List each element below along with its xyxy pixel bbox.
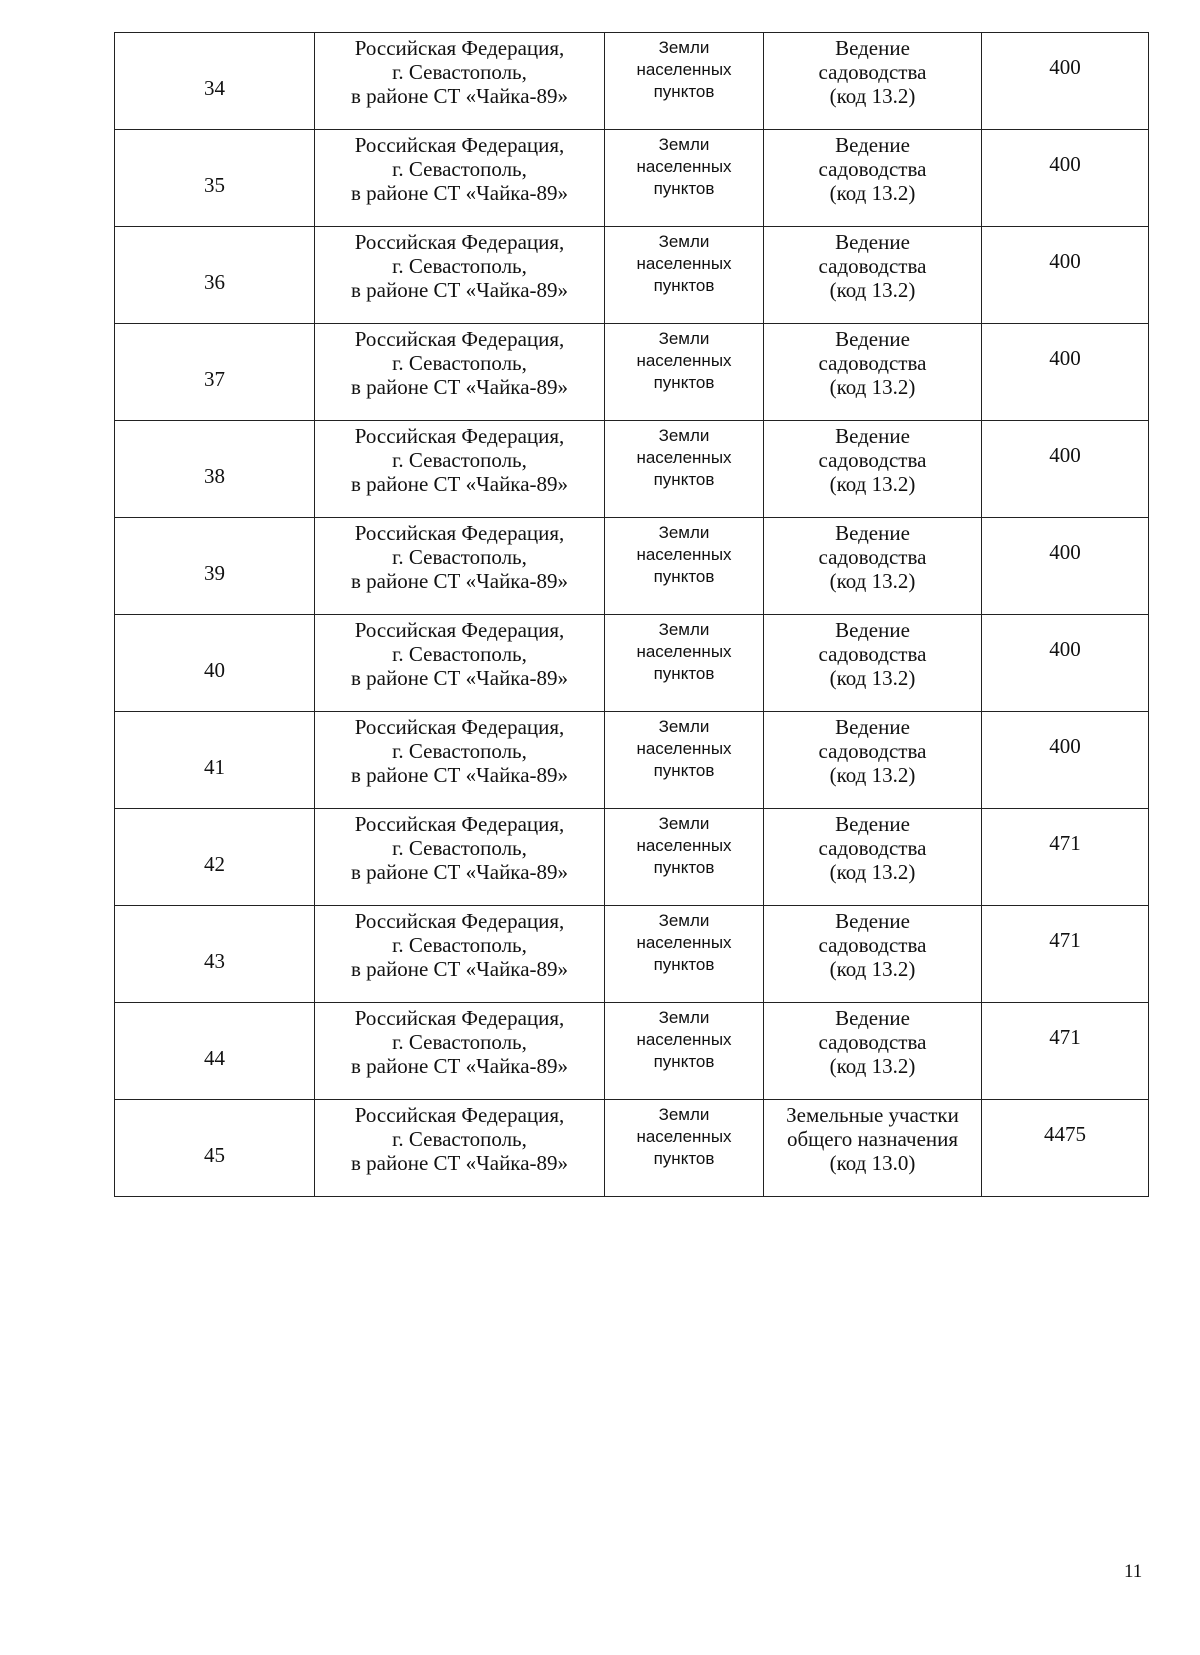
address-line: Российская Федерация, <box>354 230 565 254</box>
plot-number-cell <box>115 130 315 227</box>
permitted-use-line: Ведение <box>835 618 910 642</box>
address-cell <box>315 1003 605 1100</box>
permitted-use-line: общего назначения <box>786 1127 959 1151</box>
plot-number-cell <box>115 809 315 906</box>
land-category-cell <box>605 809 764 906</box>
land-category-line: Земли <box>658 717 710 736</box>
area-cell <box>982 1003 1149 1100</box>
area-value: 400 <box>1049 637 1081 661</box>
land-category-lines <box>605 809 763 879</box>
land-category-line: Земли <box>658 911 710 930</box>
address-cell <box>315 227 605 324</box>
address-lines <box>315 906 604 981</box>
land-category-lines <box>605 615 763 685</box>
land-category-cell <box>605 227 764 324</box>
land-category-cell <box>605 906 764 1003</box>
area-value: 400 <box>1049 346 1081 370</box>
address-cell <box>315 518 605 615</box>
permitted-use-cell <box>764 227 982 324</box>
land-category-lines <box>605 324 763 394</box>
permitted-use-line: (код 13.2) <box>829 860 916 884</box>
address-cell <box>315 130 605 227</box>
area-value: 471 <box>1049 928 1081 952</box>
land-category-line: Земли <box>658 135 710 154</box>
land-category-lines <box>605 1003 763 1073</box>
permitted-use-cell <box>764 1003 982 1100</box>
area-cell <box>982 518 1149 615</box>
land-category-cell <box>605 324 764 421</box>
area-cell <box>982 421 1149 518</box>
address-lines <box>315 227 604 302</box>
address-cell <box>315 809 605 906</box>
area-value: 400 <box>1049 249 1081 273</box>
permitted-use-line: Ведение <box>835 230 910 254</box>
land-category-line: населенных <box>636 351 732 370</box>
address-cell <box>315 33 605 130</box>
land-category-line: населенных <box>636 739 732 758</box>
permitted-use-lines <box>764 1003 981 1078</box>
land-category-line: Земли <box>658 426 710 445</box>
permitted-use-lines <box>764 518 981 593</box>
permitted-use-line: (код 13.2) <box>829 666 916 690</box>
address-lines <box>315 518 604 593</box>
area-cell <box>982 227 1149 324</box>
land-category-cell <box>605 615 764 712</box>
permitted-use-line: (код 13.2) <box>829 181 916 205</box>
table-row <box>115 1100 1149 1197</box>
address-line: г. Севастополь, <box>392 1127 527 1151</box>
permitted-use-line: садоводства <box>818 739 927 763</box>
land-category-line: пунктов <box>653 858 715 877</box>
permitted-use-line: садоводства <box>818 254 927 278</box>
address-line: г. Севастополь, <box>392 448 527 472</box>
address-line: в районе СТ «Чайка-89» <box>350 1054 569 1078</box>
land-category-cell <box>605 33 764 130</box>
address-line: в районе СТ «Чайка-89» <box>350 375 569 399</box>
area-cell <box>982 712 1149 809</box>
area-value: 400 <box>1049 55 1081 79</box>
plot-number-cell <box>115 906 315 1003</box>
address-lines <box>315 615 604 690</box>
area-value: 471 <box>1049 831 1081 855</box>
address-line: в районе СТ «Чайка-89» <box>350 569 569 593</box>
permitted-use-cell <box>764 809 982 906</box>
address-line: Российская Федерация, <box>354 424 565 448</box>
address-lines <box>315 130 604 205</box>
land-category-line: населенных <box>636 157 732 176</box>
land-category-cell <box>605 1100 764 1197</box>
land-category-line: пунктов <box>653 373 715 392</box>
land-category-lines <box>605 712 763 782</box>
address-line: Российская Федерация, <box>354 327 565 351</box>
plot-number: 43 <box>204 948 225 973</box>
land-category-line: Земли <box>658 814 710 833</box>
land-category-line: населенных <box>636 545 732 564</box>
permitted-use-lines <box>764 130 981 205</box>
area-cell <box>982 615 1149 712</box>
area-cell <box>982 906 1149 1003</box>
address-lines <box>315 33 604 108</box>
address-line: г. Севастополь, <box>392 351 527 375</box>
land-category-line: населенных <box>636 642 732 661</box>
permitted-use-lines <box>764 615 981 690</box>
plot-number: 44 <box>204 1045 225 1070</box>
address-cell <box>315 324 605 421</box>
land-category-lines <box>605 518 763 588</box>
address-line: г. Севастополь, <box>392 836 527 860</box>
address-lines <box>315 809 604 884</box>
land-category-line: населенных <box>636 60 732 79</box>
plot-number: 39 <box>204 560 225 585</box>
permitted-use-line: (код 13.2) <box>829 375 916 399</box>
permitted-use-line: (код 13.2) <box>829 569 916 593</box>
land-category-line: населенных <box>636 836 732 855</box>
permitted-use-line: Ведение <box>835 133 910 157</box>
land-category-line: населенных <box>636 1127 732 1146</box>
land-category-line: Земли <box>658 523 710 542</box>
permitted-use-line: Ведение <box>835 715 910 739</box>
permitted-use-line: (код 13.2) <box>829 84 916 108</box>
land-category-line: населенных <box>636 1030 732 1049</box>
permitted-use-line: садоводства <box>818 1030 927 1054</box>
address-line: в районе СТ «Чайка-89» <box>350 763 569 787</box>
table-row <box>115 227 1149 324</box>
permitted-use-line: Ведение <box>835 327 910 351</box>
address-cell <box>315 615 605 712</box>
permitted-use-line: (код 13.2) <box>829 763 916 787</box>
land-category-cell <box>605 712 764 809</box>
address-line: Российская Федерация, <box>354 1103 565 1127</box>
land-category-lines <box>605 33 763 103</box>
address-cell <box>315 421 605 518</box>
area-value: 400 <box>1049 443 1081 467</box>
address-line: Российская Федерация, <box>354 715 565 739</box>
plot-number: 38 <box>204 463 225 488</box>
table-row <box>115 518 1149 615</box>
address-line: г. Севастополь, <box>392 1030 527 1054</box>
area-value: 471 <box>1049 1025 1081 1049</box>
permitted-use-line: (код 13.2) <box>829 957 916 981</box>
table-row <box>115 421 1149 518</box>
table-row <box>115 324 1149 421</box>
land-category-lines <box>605 227 763 297</box>
address-line: г. Севастополь, <box>392 739 527 763</box>
address-cell <box>315 906 605 1003</box>
address-line: Российская Федерация, <box>354 36 565 60</box>
land-category-line: населенных <box>636 448 732 467</box>
address-line: в районе СТ «Чайка-89» <box>350 1151 569 1175</box>
area-value: 400 <box>1049 152 1081 176</box>
area-cell <box>982 324 1149 421</box>
permitted-use-lines <box>764 1100 981 1175</box>
land-category-line: Земли <box>658 232 710 251</box>
table-row <box>115 809 1149 906</box>
plot-number: 34 <box>204 75 225 100</box>
permitted-use-line: (код 13.2) <box>829 278 916 302</box>
land-category-cell <box>605 421 764 518</box>
plot-number-cell <box>115 33 315 130</box>
land-plots-table <box>114 32 1149 1197</box>
address-line: в районе СТ «Чайка-89» <box>350 84 569 108</box>
land-category-lines <box>605 906 763 976</box>
land-category-lines <box>605 130 763 200</box>
plot-number: 37 <box>204 366 225 391</box>
table-row <box>115 1003 1149 1100</box>
address-line: Российская Федерация, <box>354 909 565 933</box>
permitted-use-line: садоводства <box>818 545 927 569</box>
permitted-use-line: Ведение <box>835 36 910 60</box>
address-lines <box>315 1100 604 1175</box>
land-category-line: пунктов <box>653 470 715 489</box>
address-lines <box>315 712 604 787</box>
table-row <box>115 130 1149 227</box>
land-category-line: пунктов <box>653 664 715 683</box>
permitted-use-cell <box>764 324 982 421</box>
land-category-cell <box>605 1003 764 1100</box>
table-body <box>115 33 1149 1197</box>
address-line: Российская Федерация, <box>354 812 565 836</box>
table-row <box>115 712 1149 809</box>
permitted-use-cell <box>764 421 982 518</box>
land-category-line: пунктов <box>653 1149 715 1168</box>
page-number: 11 <box>1124 1561 1143 1582</box>
plot-number-cell <box>115 1100 315 1197</box>
plot-number-cell <box>115 421 315 518</box>
land-category-line: населенных <box>636 254 732 273</box>
land-category-line: пунктов <box>653 82 715 101</box>
permitted-use-line: (код 13.0) <box>829 1151 916 1175</box>
address-line: г. Севастополь, <box>392 545 527 569</box>
permitted-use-line: садоводства <box>818 157 927 181</box>
permitted-use-line: Ведение <box>835 909 910 933</box>
permitted-use-cell <box>764 906 982 1003</box>
area-value: 400 <box>1049 540 1081 564</box>
permitted-use-line: Ведение <box>835 521 910 545</box>
plot-number: 41 <box>204 754 225 779</box>
area-value: 4475 <box>1044 1122 1086 1146</box>
area-cell <box>982 130 1149 227</box>
land-category-line: пунктов <box>653 761 715 780</box>
address-line: г. Севастополь, <box>392 933 527 957</box>
address-line: г. Севастополь, <box>392 60 527 84</box>
address-line: в районе СТ «Чайка-89» <box>350 278 569 302</box>
address-line: Российская Федерация, <box>354 521 565 545</box>
address-line: Российская Федерация, <box>354 133 565 157</box>
permitted-use-lines <box>764 33 981 108</box>
table-row <box>115 906 1149 1003</box>
permitted-use-cell <box>764 518 982 615</box>
table-row <box>115 33 1149 130</box>
permitted-use-cell <box>764 615 982 712</box>
permitted-use-line: Ведение <box>835 1006 910 1030</box>
address-cell <box>315 712 605 809</box>
address-lines <box>315 324 604 399</box>
land-category-line: пунктов <box>653 276 715 295</box>
permitted-use-line: садоводства <box>818 933 927 957</box>
plot-number: 45 <box>204 1142 225 1167</box>
permitted-use-cell <box>764 712 982 809</box>
permitted-use-line: садоводства <box>818 642 927 666</box>
plot-number-cell <box>115 324 315 421</box>
permitted-use-line: Ведение <box>835 424 910 448</box>
permitted-use-lines <box>764 906 981 981</box>
plot-number-cell <box>115 227 315 324</box>
land-category-line: Земли <box>658 620 710 639</box>
land-category-line: Земли <box>658 38 710 57</box>
plot-number: 40 <box>204 657 225 682</box>
area-value: 400 <box>1049 734 1081 758</box>
land-category-line: пунктов <box>653 567 715 586</box>
plot-number-cell <box>115 615 315 712</box>
table-row <box>115 615 1149 712</box>
land-category-line: Земли <box>658 329 710 348</box>
land-category-line: пунктов <box>653 179 715 198</box>
address-lines <box>315 1003 604 1078</box>
land-category-line: пунктов <box>653 1052 715 1071</box>
address-line: Российская Федерация, <box>354 1006 565 1030</box>
plot-number: 36 <box>204 269 225 294</box>
permitted-use-line: садоводства <box>818 60 927 84</box>
address-line: в районе СТ «Чайка-89» <box>350 181 569 205</box>
address-lines <box>315 421 604 496</box>
address-line: г. Севастополь, <box>392 642 527 666</box>
permitted-use-line: садоводства <box>818 836 927 860</box>
land-category-lines <box>605 1100 763 1170</box>
address-line: Российская Федерация, <box>354 618 565 642</box>
land-category-line: Земли <box>658 1008 710 1027</box>
land-category-lines <box>605 421 763 491</box>
area-cell <box>982 33 1149 130</box>
address-line: в районе СТ «Чайка-89» <box>350 957 569 981</box>
address-line: г. Севастополь, <box>392 254 527 278</box>
permitted-use-lines <box>764 324 981 399</box>
permitted-use-line: садоводства <box>818 448 927 472</box>
land-category-line: населенных <box>636 933 732 952</box>
permitted-use-line: Ведение <box>835 812 910 836</box>
plot-number-cell <box>115 712 315 809</box>
address-line: в районе СТ «Чайка-89» <box>350 666 569 690</box>
land-category-cell <box>605 518 764 615</box>
address-cell <box>315 1100 605 1197</box>
area-cell <box>982 809 1149 906</box>
plot-number-cell <box>115 518 315 615</box>
permitted-use-line: садоводства <box>818 351 927 375</box>
permitted-use-cell <box>764 33 982 130</box>
address-line: г. Севастополь, <box>392 157 527 181</box>
area-cell <box>982 1100 1149 1197</box>
permitted-use-cell <box>764 1100 982 1197</box>
plot-number: 35 <box>204 172 225 197</box>
land-category-cell <box>605 130 764 227</box>
permitted-use-lines <box>764 421 981 496</box>
permitted-use-line: (код 13.2) <box>829 472 916 496</box>
land-category-line: Земли <box>658 1105 710 1124</box>
permitted-use-lines <box>764 809 981 884</box>
permitted-use-cell <box>764 130 982 227</box>
permitted-use-line: (код 13.2) <box>829 1054 916 1078</box>
address-line: в районе СТ «Чайка-89» <box>350 472 569 496</box>
permitted-use-lines <box>764 227 981 302</box>
permitted-use-lines <box>764 712 981 787</box>
plot-number-cell <box>115 1003 315 1100</box>
land-category-line: пунктов <box>653 955 715 974</box>
permitted-use-line: Земельные участки <box>786 1103 959 1127</box>
address-line: в районе СТ «Чайка-89» <box>350 860 569 884</box>
plot-number: 42 <box>204 851 225 876</box>
